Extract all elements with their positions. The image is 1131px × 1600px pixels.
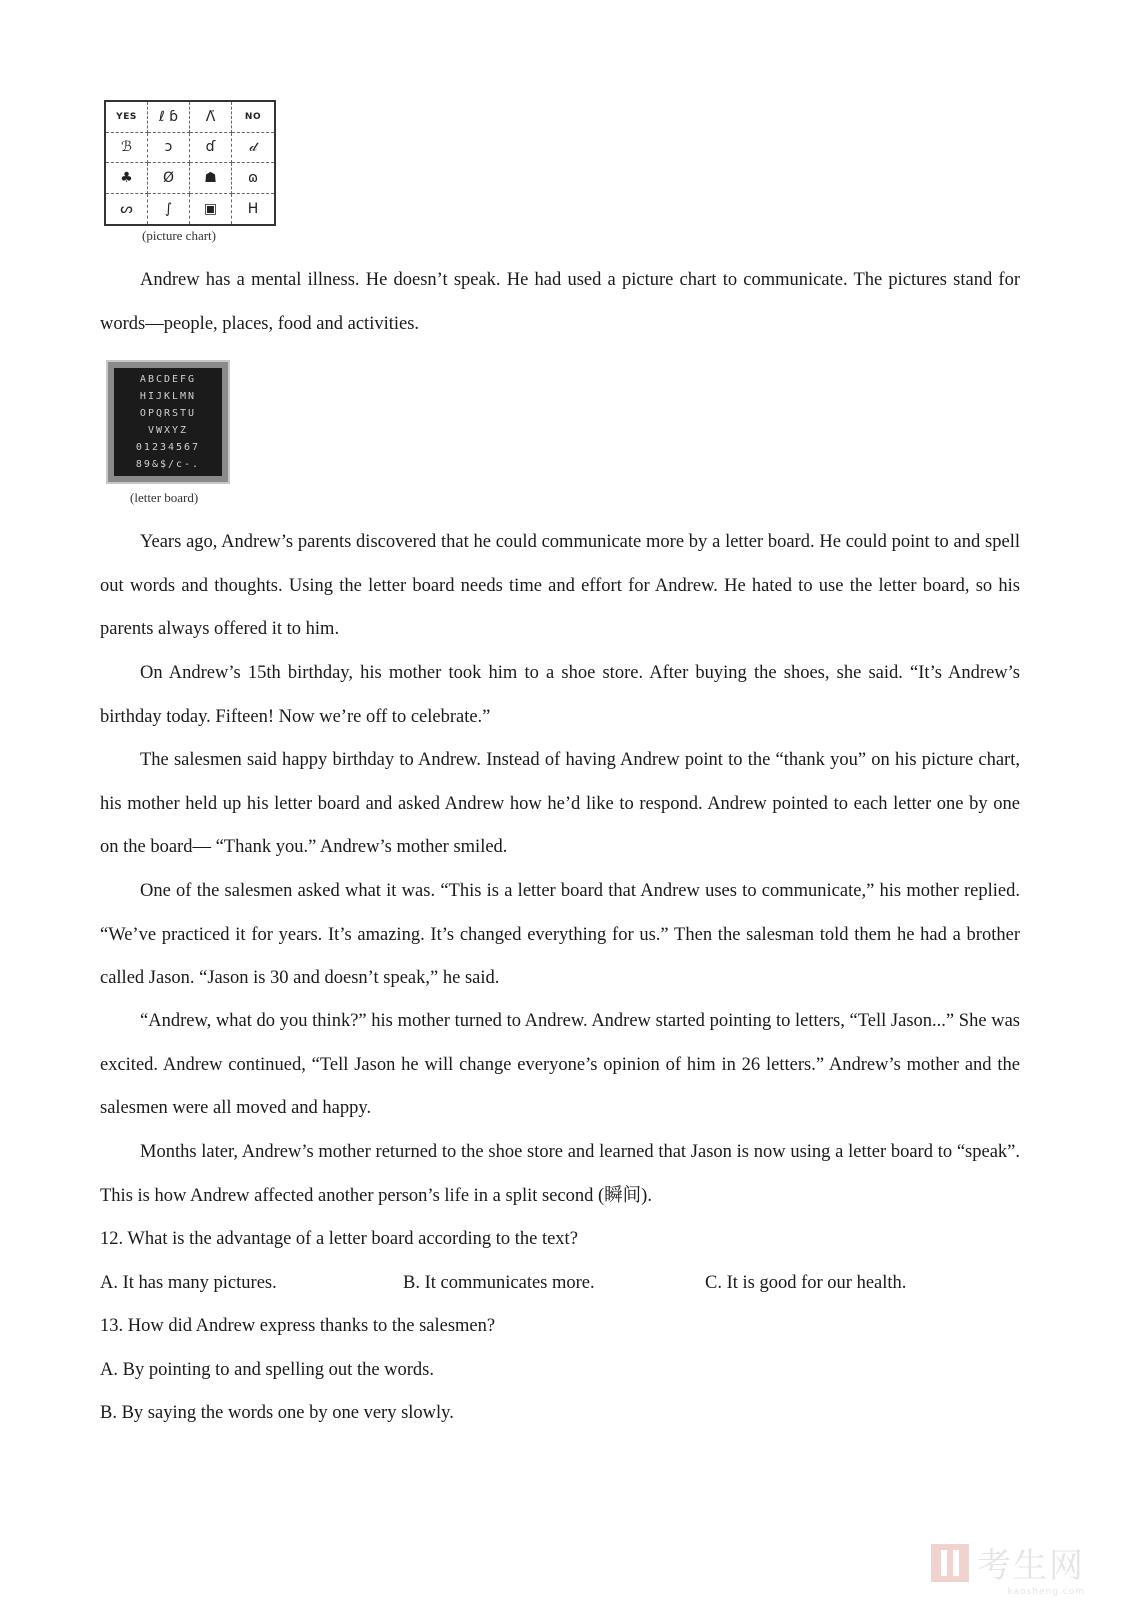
paragraph: On Andrew’s 15th birthday, his mother took him to a shoe store. After buying the shoes, she said. “It’s Andrew’s birthday today. Fifteen! Now we’re off to celebrate.” bbox=[100, 663, 1020, 727]
paragraph: Months later, Andrew’s mother returned to the shoe store and learned that Jason is now using a letter board to “speak”. This is how Andrew affected another person’s life in a split second (瞬间). bbox=[100, 1142, 1020, 1206]
letter-board-row: VWXYZ bbox=[147, 424, 189, 436]
chart-cell: NO bbox=[232, 102, 274, 133]
letter-board-image bbox=[106, 360, 230, 484]
paragraph: One of the salesmen asked what it was. “This is a letter board that Andrew uses to communicate,” his mother replied. “We’ve practiced it for years. It’s amazing. It’s changed everything for us.” Then the salesman told them he had a brother called Jason. “Jason is 30 and doesn’t speak,” he said. bbox=[100, 881, 1020, 989]
letter-board-caption: (letter board) bbox=[130, 490, 199, 505]
chart-cell: ᔕ bbox=[106, 194, 148, 225]
letter-board-row: OPQRSTU bbox=[139, 407, 197, 419]
answer-option: B. By saying the words one by one very slowly. bbox=[100, 1403, 454, 1423]
answer-option: A. By pointing to and spelling out the words. bbox=[100, 1360, 435, 1380]
question-stem: 12. What is the advantage of a letter board according to the text? bbox=[100, 1229, 578, 1249]
chart-cell: Ø bbox=[148, 163, 190, 194]
paragraph: The salesmen said happy birthday to Andrew. Instead of having Andrew point to the “thank you” on his picture chart, his mother held up his letter board and asked Andrew how he’d like to respond. Andrew pointed to each letter one by one on the board— “Thank you.” Andrew’s mother smiled. bbox=[100, 750, 1020, 858]
chart-cell: ɷ bbox=[232, 163, 274, 194]
chart-cell: ᕼ bbox=[247, 200, 259, 217]
letter-board-row: ABCDEFG bbox=[139, 373, 197, 385]
chart-cell: YES bbox=[106, 102, 148, 133]
watermark-logo bbox=[931, 1538, 1085, 1597]
watermark-text: 考生网 bbox=[977, 1546, 1085, 1586]
letter-board-row: 89&$/c-. bbox=[135, 458, 201, 470]
paragraph: Years ago, Andrew’s parents discovered that he could communicate more by a letter board. He could point to and spell out words and thoughts. Using the letter board needs time and effort for Andrew. He hated to use the letter board, so his parents always offered it to him. bbox=[100, 532, 1020, 640]
watermark-icon bbox=[931, 1544, 969, 1582]
watermark-subtext: kaosheng.com bbox=[1007, 1587, 1085, 1597]
paragraph: Andrew has a mental illness. He doesn’t speak. He had used a picture chart to communicate. The pictures stand for words—people, places, food and activities. bbox=[100, 270, 1020, 334]
picture-chart-caption: (picture chart) bbox=[142, 228, 216, 243]
letter-board-row: 01234567 bbox=[135, 441, 201, 453]
chart-cell: ᐱ̈ bbox=[190, 102, 232, 133]
answer-option: B. It communicates more. bbox=[403, 1273, 595, 1293]
chart-cell: ↄ bbox=[148, 133, 190, 164]
chart-cell: ∫ bbox=[148, 194, 190, 225]
answer-option: A. It has many pictures. bbox=[100, 1273, 277, 1293]
answer-option: C. It is good for our health. bbox=[705, 1273, 907, 1293]
letter-board-row: HIJKLMN bbox=[139, 390, 197, 402]
question-stem: 13. How did Andrew express thanks to the salesmen? bbox=[100, 1316, 496, 1336]
chart-cell: ℬ bbox=[106, 133, 148, 164]
chart-cell: ♣ bbox=[106, 163, 148, 194]
chart-cell: ℓ ɓ bbox=[148, 102, 190, 133]
chart-cell: ▣ bbox=[190, 194, 232, 225]
chart-cell: ☗ bbox=[190, 163, 232, 194]
chart-cell: 𝒹 bbox=[232, 133, 274, 164]
chart-cell: ɗ bbox=[190, 133, 232, 164]
picture-chart-image bbox=[104, 100, 276, 226]
paragraph: “Andrew, what do you think?” his mother turned to Andrew. Andrew started pointing to letters, “Tell Jason...” She was excited. Andrew continued, “Tell Jason he will change everyone’s opinion of him in 26 letters.” Andrew’s mother and the salesmen were all moved and happy. bbox=[100, 1011, 1020, 1119]
